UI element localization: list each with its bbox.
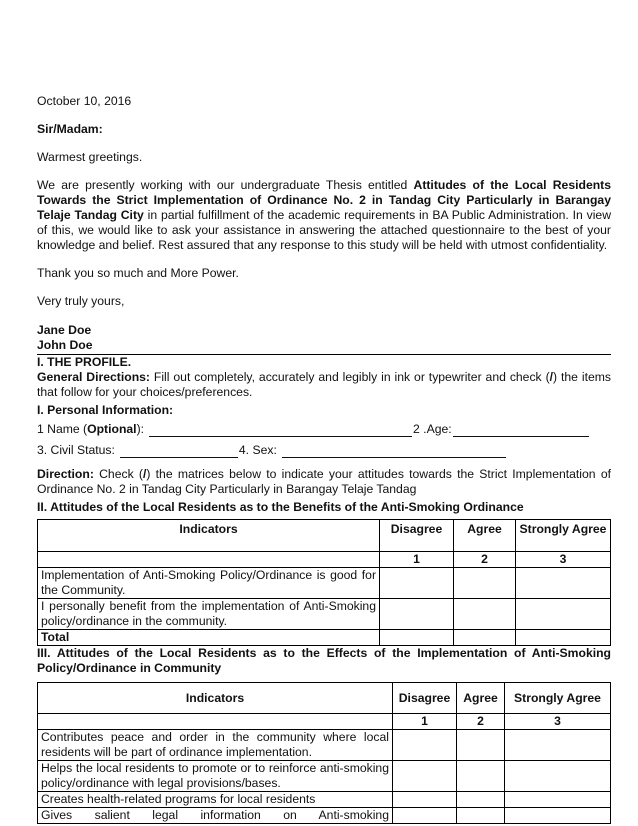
indicator-text: Contributes peace and order in the community where local residents will be part of ordinance implementation. bbox=[38, 730, 393, 761]
col-indicators: Indicators bbox=[38, 683, 393, 714]
civil-sex-row bbox=[37, 443, 611, 458]
strongly-agree-cell[interactable] bbox=[505, 808, 611, 824]
section-2-heading: II. Attitudes of the Local Residents as to the Benefits of the Anti-Smoking Ordinance bbox=[37, 500, 524, 514]
general-directions-label: General Directions: bbox=[37, 370, 150, 384]
check-mark-2: / bbox=[142, 467, 147, 481]
table-row bbox=[38, 792, 611, 808]
body-rest: in partial fulfillment of the academic requirements in BA Public Administration. In view of this, we would like to ask your assistance in answering the attached questionnaire to the best of your knowledge and belief. Rest assured that any response to this study will be held with utmost confidentiality. bbox=[37, 208, 611, 252]
total-agree-cell[interactable] bbox=[454, 630, 516, 646]
table-row bbox=[38, 730, 611, 761]
directions-text-b: ) the items that follow for your choices/preferences. bbox=[37, 370, 611, 399]
scale-row bbox=[38, 552, 611, 568]
scale-2: 2 bbox=[454, 552, 516, 568]
agree-cell[interactable] bbox=[454, 599, 516, 630]
scale-2: 2 bbox=[457, 714, 505, 730]
table-row bbox=[38, 599, 611, 630]
scale-1: 1 bbox=[393, 714, 457, 730]
section-3-heading: III. Attitudes of the Local Residents as to the Effects of the Implementation of Anti-Smoking Policy/Ordinance in Community bbox=[37, 646, 611, 675]
personal-info-heading: I. Personal Information: bbox=[37, 403, 174, 417]
strongly-agree-cell[interactable] bbox=[505, 792, 611, 808]
civil-status-field[interactable] bbox=[120, 445, 238, 458]
signature-block bbox=[37, 323, 611, 353]
scale-3: 3 bbox=[505, 714, 611, 730]
agree-cell[interactable] bbox=[454, 568, 516, 599]
general-directions bbox=[37, 370, 611, 400]
total-row bbox=[38, 630, 611, 646]
effects-table bbox=[37, 682, 611, 824]
col-strongly-agree: Strongly Agree bbox=[505, 683, 611, 714]
disagree-cell[interactable] bbox=[393, 761, 457, 792]
scale-1: 1 bbox=[380, 552, 454, 568]
agree-cell[interactable] bbox=[457, 730, 505, 761]
disagree-cell[interactable] bbox=[380, 599, 454, 630]
strongly-agree-cell[interactable] bbox=[516, 599, 611, 630]
check-mark: / bbox=[549, 370, 554, 384]
indicator-text: Helps the local residents to promote or to reinforce anti-smoking policy/ordinance with legal provisions/bases. bbox=[38, 761, 393, 792]
thanks-line: Thank you so much and More Power. bbox=[37, 266, 239, 280]
table-header-row bbox=[38, 683, 611, 714]
age-field[interactable] bbox=[453, 424, 589, 437]
closing-line: Very truly yours, bbox=[37, 294, 125, 308]
civil-status-label: 3. Civil Status: bbox=[37, 443, 115, 457]
indicator-text: Gives salient legal information on Anti-smoking bbox=[38, 808, 393, 824]
benefits-table bbox=[37, 519, 611, 646]
agree-cell[interactable] bbox=[457, 761, 505, 792]
body-intro: We are presently working with our undergraduate Thesis entitled bbox=[37, 178, 414, 192]
disagree-cell[interactable] bbox=[380, 568, 454, 599]
total-strongly-agree-cell[interactable] bbox=[516, 630, 611, 646]
questionnaire-page bbox=[37, 94, 611, 824]
total-label: Total bbox=[38, 630, 380, 646]
col-agree: Agree bbox=[454, 520, 516, 552]
direction-paragraph: Direction: Check (/) the matrices below to indicate your attitudes towards the Strict Implementation of Ordinance No. 2 in Tandag City Particularly in Barangay Telaje Tandag bbox=[37, 467, 611, 496]
letter-date: October 10, 2016 bbox=[37, 94, 132, 108]
letter-body bbox=[37, 178, 611, 253]
disagree-cell[interactable] bbox=[393, 808, 457, 824]
strongly-agree-cell[interactable] bbox=[516, 568, 611, 599]
col-indicators: Indicators bbox=[38, 520, 380, 552]
profile-heading: I. THE PROFILE. bbox=[37, 355, 132, 369]
indicator-text: Creates health-related programs for local residents bbox=[38, 792, 393, 808]
scale-row bbox=[38, 714, 611, 730]
agree-cell[interactable] bbox=[457, 808, 505, 824]
signatory-1: Jane Doe bbox=[37, 323, 92, 337]
name-field[interactable] bbox=[149, 424, 412, 437]
col-agree: Agree bbox=[457, 683, 505, 714]
name-label: 1 Name (Optional): bbox=[37, 422, 145, 436]
total-disagree-cell[interactable] bbox=[380, 630, 454, 646]
greeting: Warmest greetings. bbox=[37, 150, 143, 164]
col-disagree: Disagree bbox=[393, 683, 457, 714]
thesis-title: Attitudes of the Local Residents Towards the Strict Implementation of Ordinance No. 2 in Tandag City Particularly in Barangay Telaje Tandag City bbox=[37, 178, 612, 222]
age-label: 2 .Age: bbox=[413, 422, 452, 436]
col-strongly-agree: Strongly Agree bbox=[516, 520, 611, 552]
strongly-agree-cell[interactable] bbox=[505, 730, 611, 761]
col-disagree: Disagree bbox=[380, 520, 454, 552]
direction-label: Direction: bbox=[37, 467, 94, 481]
sex-field[interactable] bbox=[282, 445, 506, 458]
optional-label: Optional bbox=[87, 422, 137, 436]
table-header-row bbox=[38, 520, 611, 552]
scale-3: 3 bbox=[516, 552, 611, 568]
strongly-agree-cell[interactable] bbox=[505, 761, 611, 792]
salutation: Sir/Madam: bbox=[37, 122, 103, 136]
directions-text-a: Fill out completely, accurately and legibly in ink or typewriter and check ( bbox=[149, 370, 550, 384]
agree-cell[interactable] bbox=[457, 792, 505, 808]
name-age-row bbox=[37, 422, 611, 437]
signatory-2: John Doe bbox=[37, 338, 93, 352]
table-row bbox=[38, 808, 611, 824]
table-row bbox=[38, 568, 611, 599]
table-row bbox=[38, 761, 611, 792]
indicator-text: Implementation of Anti-Smoking Policy/Ordinance is good for the Community. bbox=[38, 568, 380, 599]
sex-label: 4. Sex: bbox=[238, 443, 277, 457]
disagree-cell[interactable] bbox=[393, 730, 457, 761]
disagree-cell[interactable] bbox=[393, 792, 457, 808]
indicator-text: I personally benefit from the implementation of Anti-Smoking policy/ordinance in the community. bbox=[38, 599, 380, 630]
